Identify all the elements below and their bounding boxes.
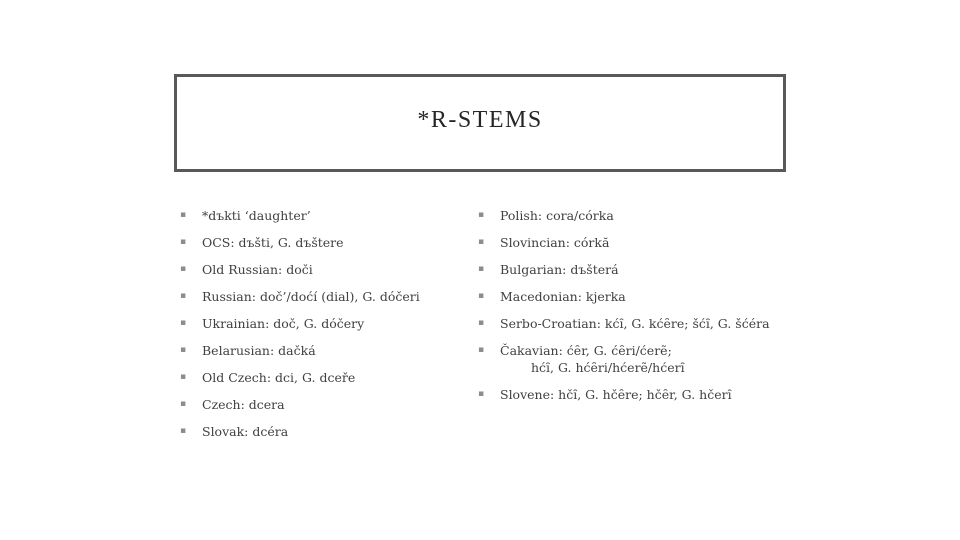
bullet-icon: ▪	[478, 318, 485, 328]
list-item	[478, 386, 778, 413]
bullet-icon: ▪	[180, 372, 187, 382]
list-item	[180, 315, 460, 342]
list-item	[180, 369, 460, 396]
list-item	[478, 288, 778, 315]
bullet-icon: ▪	[180, 426, 187, 436]
list-item-text: Serbo-Croatian: kćȋ, G. kćȇre; šćȋ, G. šćéra	[500, 316, 770, 331]
slide-title: *R-STEMS	[417, 107, 543, 133]
list-item-text: *dъkti ‘daughter’	[202, 208, 311, 223]
list-item-text: OCS: dъšti, G. dъštere	[202, 235, 344, 250]
list-item	[180, 261, 460, 288]
list-item	[478, 315, 778, 342]
list-item	[180, 234, 460, 261]
list-item-text: Slovincian: córkă	[500, 235, 610, 250]
bullet-icon: ▪	[478, 210, 485, 220]
bullet-icon: ▪	[180, 264, 187, 274]
list-item-text: Old Russian: doči	[202, 262, 313, 277]
list-item-text: Russian: doč’/doćí (dial), G. dóčeri	[202, 289, 420, 304]
list-item-text: Slovak: dcéra	[202, 424, 289, 439]
list-item-text: Old Czech: dci, G. dceře	[202, 370, 356, 385]
list-item-text: Ukrainian: doč, G. dóčery	[202, 316, 365, 331]
bullet-icon: ▪	[478, 237, 485, 247]
list-item-text: Bulgarian: dъšterá	[500, 262, 619, 277]
list-item-text: Czech: dcera	[202, 397, 285, 412]
list-item	[478, 342, 778, 386]
bullet-icon: ▪	[478, 345, 485, 355]
list-item	[478, 234, 778, 261]
bullet-icon: ▪	[180, 318, 187, 328]
bullet-icon: ▪	[478, 291, 485, 301]
list-item	[478, 261, 778, 288]
bullet-icon: ▪	[478, 264, 485, 274]
bullet-icon: ▪	[180, 237, 187, 247]
list-item-text: Slovene: hčȋ, G. hčȇre; hčȇr, G. hčerȋ	[500, 387, 732, 402]
right-bullet-list	[478, 207, 778, 413]
list-item-text: Čakavian: ćȇr, G. ćȇri/ćerẽ;	[500, 343, 672, 358]
left-bullet-list	[180, 207, 460, 450]
bullet-icon: ▪	[180, 345, 187, 355]
title-box	[174, 74, 786, 172]
bullet-icon: ▪	[180, 210, 187, 220]
list-item-text: Macedonian: kjerka	[500, 289, 626, 304]
bullet-icon: ▪	[478, 389, 485, 399]
list-item	[180, 342, 460, 369]
list-item	[180, 288, 460, 315]
bullet-icon: ▪	[180, 291, 187, 301]
list-item-text: Polish: cora/córka	[500, 208, 614, 223]
bullet-icon: ▪	[180, 399, 187, 409]
list-item	[180, 207, 460, 234]
list-item-text: Belarusian: dačká	[202, 343, 316, 358]
list-item	[180, 396, 460, 423]
list-item	[478, 207, 778, 234]
list-item-continuation: hćȋ, G. hćȇri/hćerẽ/hćerȋ	[531, 360, 685, 375]
list-item	[180, 423, 460, 450]
